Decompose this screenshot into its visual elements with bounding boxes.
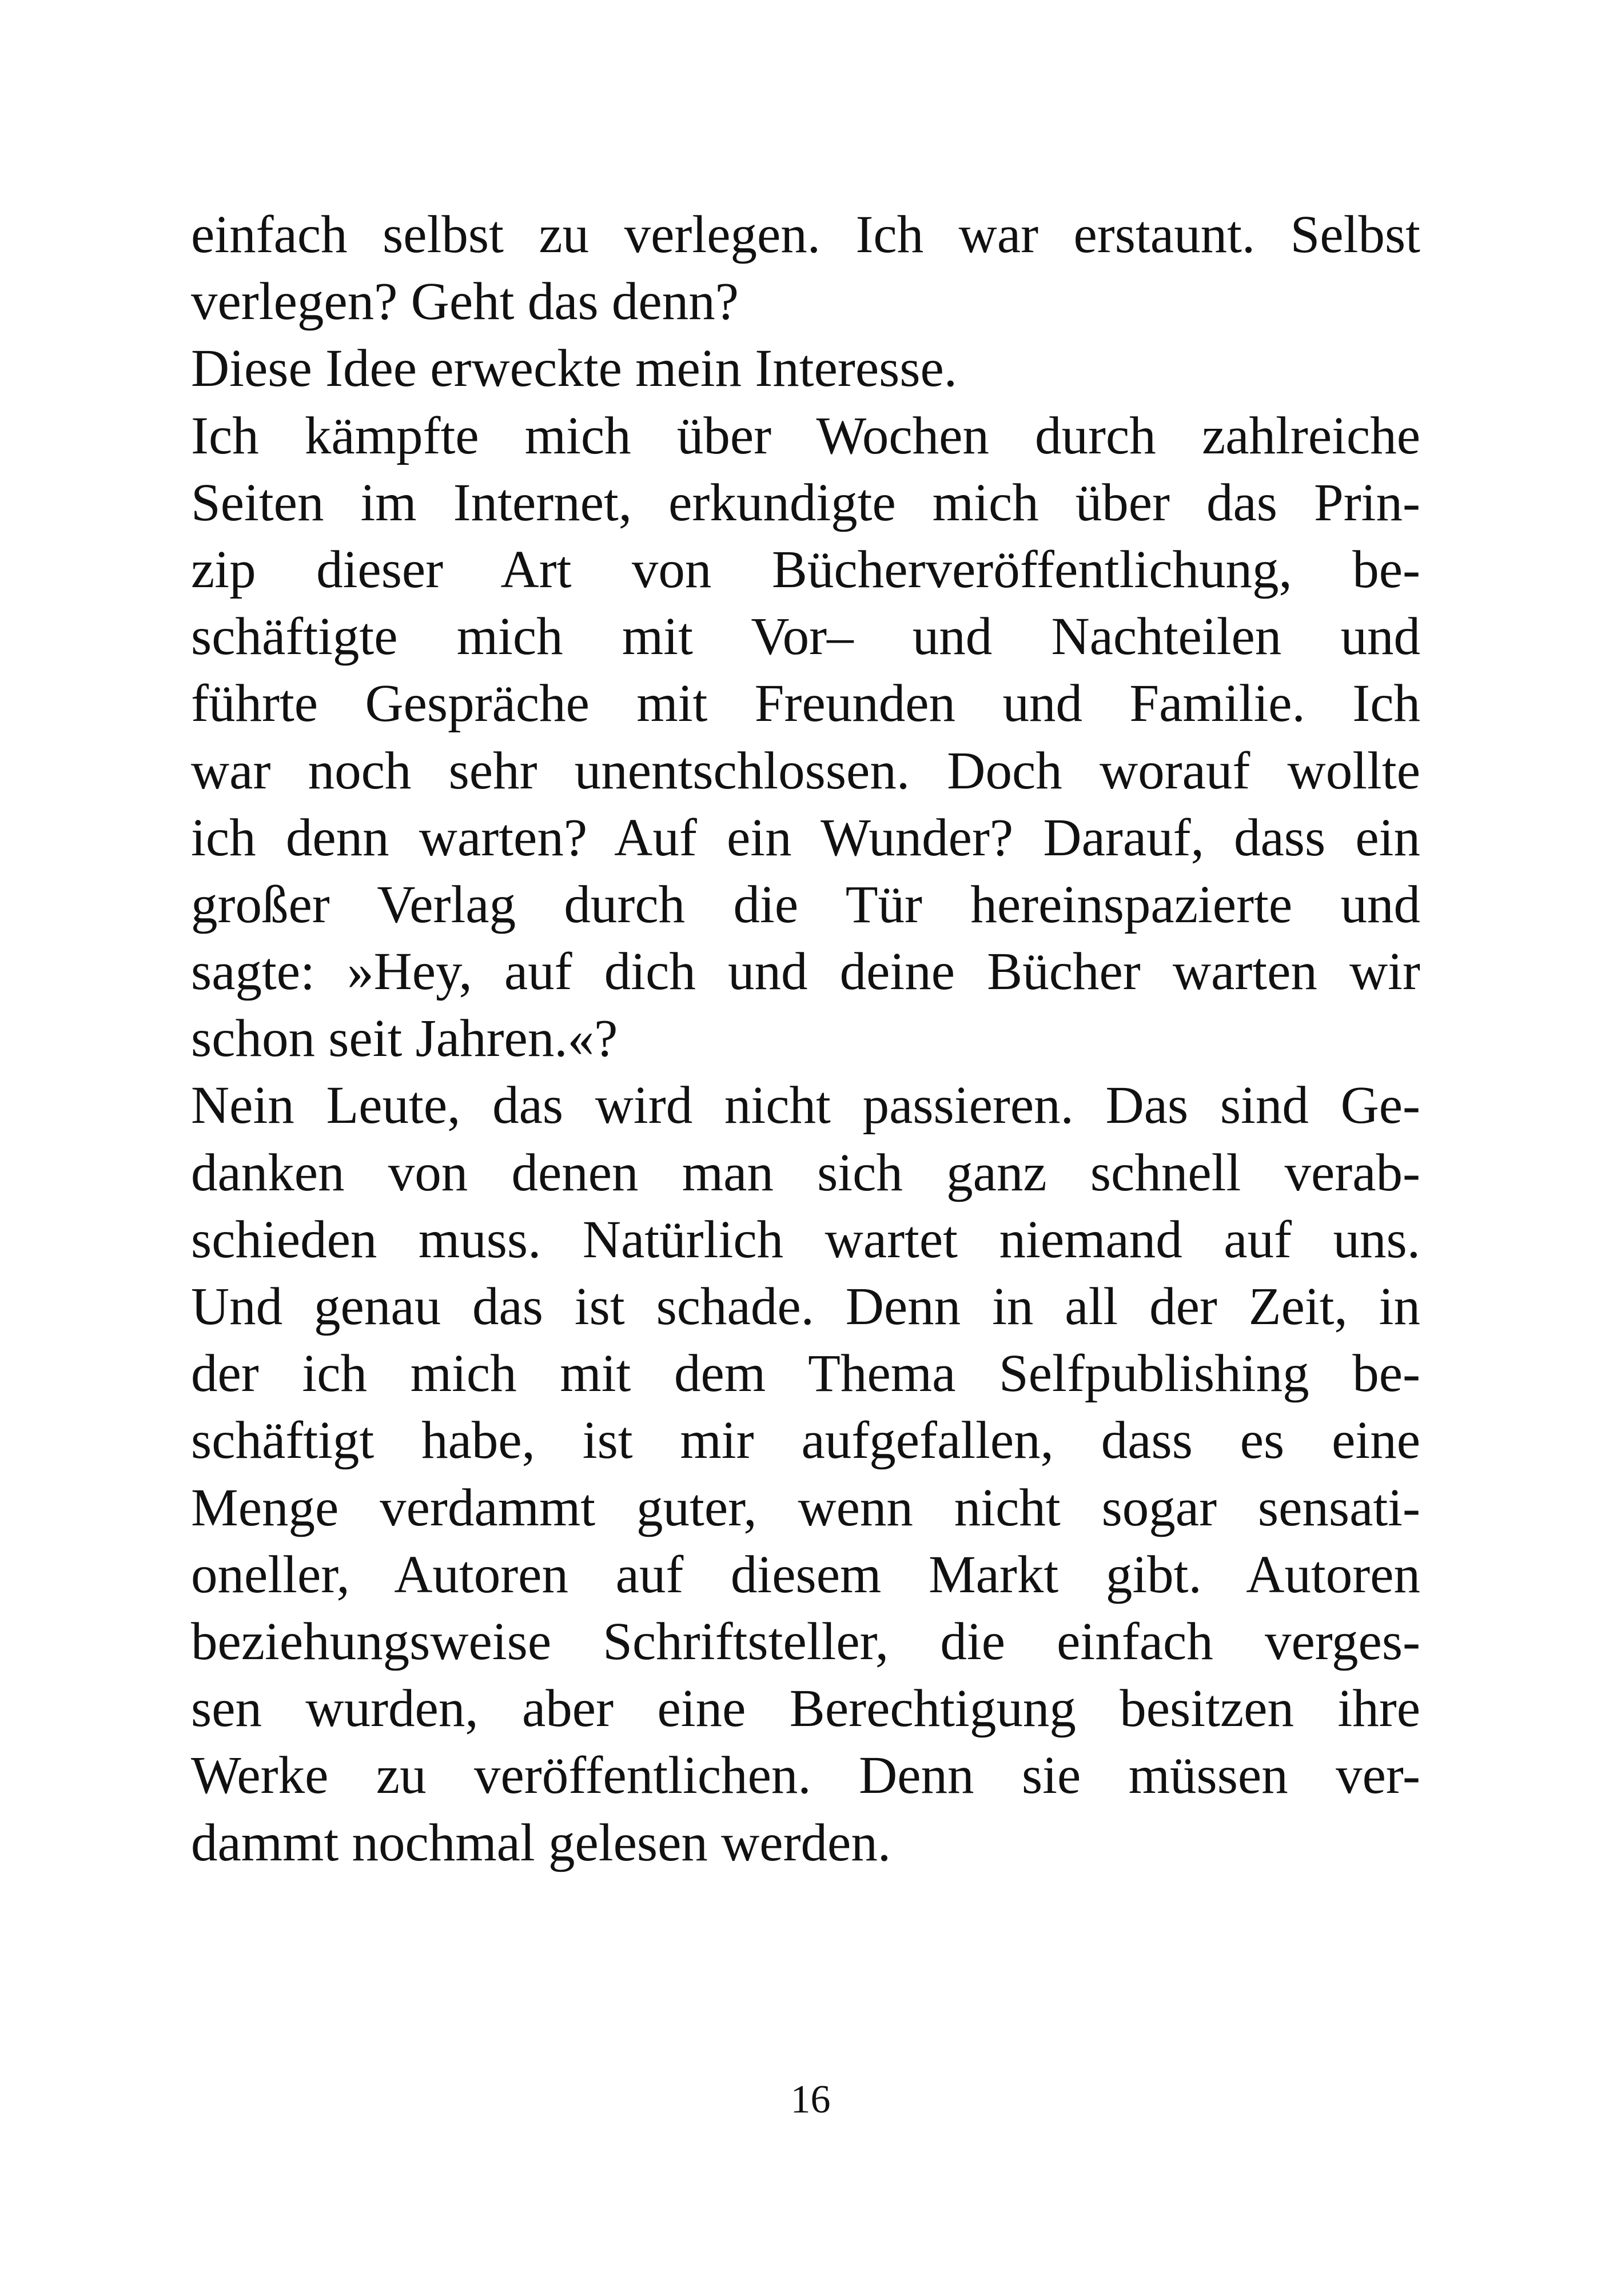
text-line: verlegen? Geht das denn? bbox=[191, 272, 739, 332]
text-line: beziehungsweise Schriftsteller, die einfach verges- bbox=[191, 1612, 1420, 1671]
text-line: schon seit Jahren.«? bbox=[191, 1009, 618, 1069]
text-line: schäftigt habe, ist mir aufgefallen, dass es eine bbox=[191, 1411, 1420, 1470]
text-line: großer Verlag durch die Tür hereinspazierte und bbox=[191, 875, 1420, 934]
text-line: Menge verdammt guter, wenn nicht sogar sensati- bbox=[191, 1478, 1420, 1537]
text-line: schieden muss. Natürlich wartet niemand auf uns. bbox=[191, 1210, 1420, 1269]
text-line: schäftigte mich mit Vor– und Nachteilen und bbox=[191, 607, 1420, 667]
text-line: sen wurden, aber eine Berechtigung besitzen ihre bbox=[191, 1679, 1420, 1739]
text-line: Ich kämpfte mich über Wochen durch zahlreiche bbox=[191, 406, 1420, 465]
text-line: danken von denen man sich ganz schnell verab- bbox=[191, 1143, 1420, 1202]
text-line: der ich mich mit dem Thema Selfpublishing be- bbox=[191, 1344, 1420, 1404]
text-line: ich denn warten? Auf ein Wunder? Darauf, dass ein bbox=[191, 808, 1420, 867]
text-line: einfach selbst zu verlegen. Ich war erstaunt. Selbst bbox=[191, 205, 1420, 264]
body-text bbox=[191, 201, 1420, 1876]
text-line: sagte: »Hey, auf dich und deine Bücher warten wir bbox=[191, 942, 1420, 1002]
text-line: oneller, Autoren auf diesem Markt gibt. Autoren bbox=[191, 1545, 1420, 1604]
text-line: zip dieser Art von Bücherveröffentlichung, be- bbox=[191, 540, 1420, 599]
text-line: dammt nochmal gelesen werden. bbox=[191, 1813, 891, 1872]
page-number: 16 bbox=[790, 2078, 831, 2122]
text-line: Diese Idee erweckte mein Interesse. bbox=[191, 339, 958, 398]
text-line: war noch sehr unentschlossen. Doch worauf wollte bbox=[191, 741, 1420, 800]
text-line: Nein Leute, das wird nicht passieren. Das sind Ge- bbox=[191, 1076, 1420, 1135]
text-line: Und genau das ist schade. Denn in all der Zeit, in bbox=[191, 1277, 1420, 1336]
text-line: führte Gespräche mit Freunden und Familie. Ich bbox=[191, 674, 1420, 734]
text-line: Seiten im Internet, erkundigte mich über das Prin- bbox=[191, 473, 1420, 532]
text-line: Werke zu veröffentlichen. Denn sie müssen ver- bbox=[191, 1746, 1420, 1805]
